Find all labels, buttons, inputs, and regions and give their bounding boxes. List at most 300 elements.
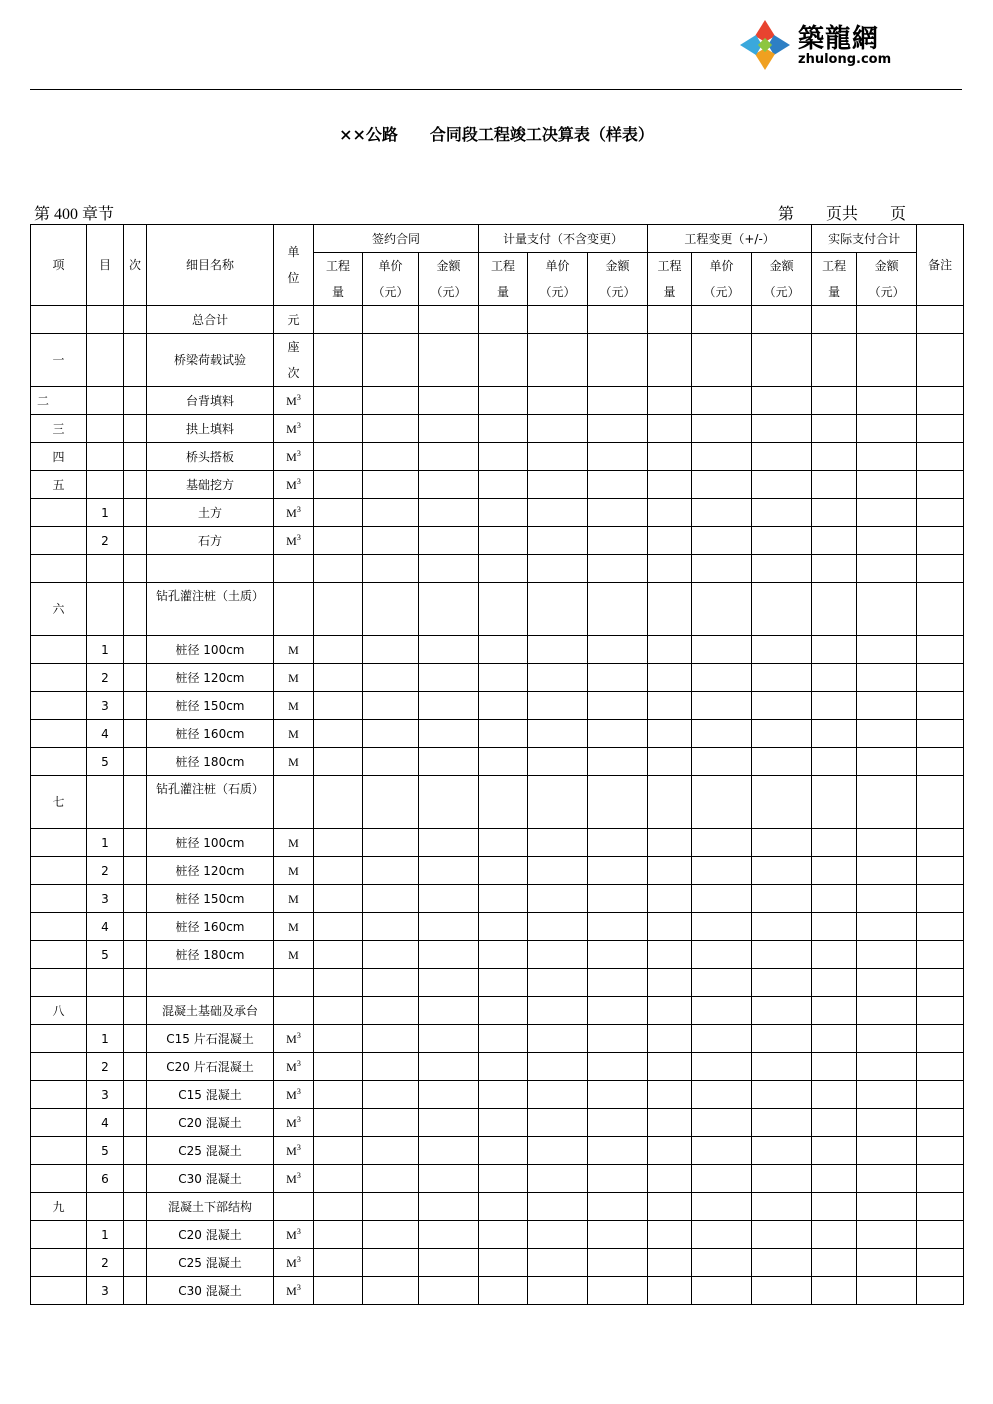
cell-value — [692, 1137, 752, 1165]
cell-value — [314, 636, 363, 664]
cell-value — [917, 1109, 964, 1137]
cell-mu — [87, 443, 124, 471]
header-group-contract: 签约合同 — [314, 225, 479, 253]
cell-value — [692, 334, 752, 387]
cell-value — [479, 997, 528, 1025]
cell-value — [479, 1137, 528, 1165]
header-ci: 次 — [124, 225, 147, 306]
cell-item-name: C15 片石混凝土 — [147, 1025, 274, 1053]
cell-value — [588, 1025, 648, 1053]
cell-value — [479, 1053, 528, 1081]
cell-value — [857, 415, 917, 443]
cell-value — [528, 1081, 588, 1109]
cell-mu: 1 — [87, 829, 124, 857]
cell-value — [812, 636, 857, 664]
table-row — [31, 306, 964, 334]
cell-value — [419, 636, 479, 664]
cell-value — [314, 499, 363, 527]
cell-value — [857, 636, 917, 664]
cell-item-name: C30 混凝土 — [147, 1165, 274, 1193]
cell-value — [588, 941, 648, 969]
subheader-amount — [419, 253, 479, 306]
cell-value — [419, 776, 479, 829]
cell-value — [917, 1081, 964, 1109]
table-row — [31, 913, 964, 941]
cell-value — [314, 583, 363, 636]
cell-xiang — [31, 829, 87, 857]
table-row — [31, 1221, 964, 1249]
cell-value — [419, 306, 479, 334]
cell-value — [857, 829, 917, 857]
table-row — [31, 692, 964, 720]
cell-value — [857, 1249, 917, 1277]
cell-mu — [87, 776, 124, 829]
cell-value — [857, 969, 917, 997]
cell-value — [479, 692, 528, 720]
cell-value — [419, 997, 479, 1025]
header-group-payment: 计量支付（不含变更） — [479, 225, 648, 253]
cell-value — [528, 748, 588, 776]
cell-unit — [274, 997, 314, 1025]
cell-ci — [124, 664, 147, 692]
cell-item-name: C25 混凝土 — [147, 1137, 274, 1165]
cell-value — [812, 1221, 857, 1249]
cell-value — [528, 1025, 588, 1053]
header-unit-line2: 位 — [287, 271, 300, 285]
subheader-qty-line1: 工程 — [657, 259, 682, 273]
cell-value — [752, 306, 812, 334]
cell-value — [479, 636, 528, 664]
cell-value — [363, 748, 419, 776]
cell-value — [479, 471, 528, 499]
cell-value — [314, 1081, 363, 1109]
cell-item-name: C25 混凝土 — [147, 1249, 274, 1277]
cell-item-name: 桩径 100cm — [147, 636, 274, 664]
cell-value — [528, 913, 588, 941]
cell-mu — [87, 997, 124, 1025]
cell-value — [479, 1249, 528, 1277]
cell-value — [363, 941, 419, 969]
cell-value — [419, 941, 479, 969]
subheader-amount — [857, 253, 917, 306]
cell-mu: 1 — [87, 636, 124, 664]
cell-value — [419, 1081, 479, 1109]
cell-value — [648, 1109, 692, 1137]
cell-value — [648, 415, 692, 443]
cell-value — [588, 471, 648, 499]
cell-value — [363, 499, 419, 527]
cell-value — [528, 692, 588, 720]
cell-value — [528, 636, 588, 664]
cell-value — [528, 1277, 588, 1305]
table-row — [31, 720, 964, 748]
cell-item-name — [147, 969, 274, 997]
cell-value — [479, 829, 528, 857]
cell-value — [812, 1277, 857, 1305]
cell-xiang — [31, 1109, 87, 1137]
cell-mu: 3 — [87, 1081, 124, 1109]
cell-item-name: 桩径 120cm — [147, 664, 274, 692]
cell-value — [917, 913, 964, 941]
cell-value — [857, 692, 917, 720]
cell-xiang: 三 — [31, 415, 87, 443]
subheader-price — [528, 253, 588, 306]
cell-value — [363, 720, 419, 748]
cell-unit: $M^3$ — [274, 1081, 314, 1109]
cell-unit — [274, 583, 314, 636]
cell-value — [648, 776, 692, 829]
cell-value — [479, 664, 528, 692]
cell-value — [314, 913, 363, 941]
subheader-price-line2: （元） — [539, 285, 576, 299]
cell-value — [692, 997, 752, 1025]
cell-value — [419, 829, 479, 857]
cell-value — [692, 583, 752, 636]
cell-value — [419, 1221, 479, 1249]
cell-value — [314, 664, 363, 692]
cell-unit: $M^3$ — [274, 1249, 314, 1277]
cell-item-name: 桩径 180cm — [147, 941, 274, 969]
cell-ci — [124, 1277, 147, 1305]
cell-value — [314, 527, 363, 555]
subheader-qty-line1: 工程 — [822, 259, 847, 273]
cell-xiang — [31, 499, 87, 527]
cell-xiang — [31, 1165, 87, 1193]
cell-value — [648, 499, 692, 527]
cell-value — [917, 664, 964, 692]
cell-value — [648, 583, 692, 636]
cell-value — [588, 583, 648, 636]
cell-unit: $M^3$ — [274, 1053, 314, 1081]
cell-value — [314, 829, 363, 857]
table-row — [31, 885, 964, 913]
cell-value — [363, 1137, 419, 1165]
cell-value — [528, 941, 588, 969]
cell-xiang: 五 — [31, 471, 87, 499]
cell-value — [588, 1081, 648, 1109]
cell-value — [479, 1025, 528, 1053]
table-row — [31, 1053, 964, 1081]
cell-value — [692, 527, 752, 555]
cell-value — [917, 1137, 964, 1165]
cell-value — [812, 471, 857, 499]
cell-value — [479, 555, 528, 583]
cell-unit: $M^3$ — [274, 1165, 314, 1193]
cell-value — [812, 555, 857, 583]
cell-value — [363, 443, 419, 471]
cell-value — [314, 1025, 363, 1053]
subheader-price-line1: 单价 — [709, 259, 734, 273]
table-row — [31, 415, 964, 443]
table-row — [31, 1025, 964, 1053]
cell-value — [363, 913, 419, 941]
cell-value — [314, 1053, 363, 1081]
cell-value — [692, 1053, 752, 1081]
cell-ci — [124, 555, 147, 583]
cell-value — [917, 334, 964, 387]
cell-value — [528, 720, 588, 748]
table-row — [31, 499, 964, 527]
cell-value — [479, 387, 528, 415]
cell-value — [857, 748, 917, 776]
header-rule — [30, 89, 962, 90]
subheader-price — [363, 253, 419, 306]
cell-value — [479, 443, 528, 471]
cell-mu: 1 — [87, 1025, 124, 1053]
cell-value — [528, 1165, 588, 1193]
cell-value — [314, 334, 363, 387]
cell-value — [812, 748, 857, 776]
cell-ci — [124, 857, 147, 885]
cell-value — [752, 334, 812, 387]
cell-value — [648, 334, 692, 387]
cell-value — [648, 748, 692, 776]
cell-value — [479, 913, 528, 941]
cell-value — [479, 748, 528, 776]
cell-unit — [274, 1193, 314, 1221]
cell-value — [648, 471, 692, 499]
cell-value — [917, 857, 964, 885]
cell-xiang: 八 — [31, 997, 87, 1025]
table-row — [31, 387, 964, 415]
cell-ci — [124, 1109, 147, 1137]
cell-value — [917, 415, 964, 443]
cell-value — [479, 1109, 528, 1137]
subheader-amount-line2: （元） — [763, 285, 800, 299]
cell-value — [812, 776, 857, 829]
cell-value — [588, 555, 648, 583]
subheader-amount-line2: （元） — [599, 285, 636, 299]
cell-value — [692, 1025, 752, 1053]
cell-xiang: 六 — [31, 583, 87, 636]
cell-value — [917, 1249, 964, 1277]
cell-unit — [274, 555, 314, 583]
cell-value — [812, 829, 857, 857]
cell-value — [917, 829, 964, 857]
cell-value — [588, 1277, 648, 1305]
cell-value — [419, 555, 479, 583]
cell-value — [752, 748, 812, 776]
cell-value — [363, 997, 419, 1025]
cell-mu: 3 — [87, 885, 124, 913]
cell-value — [588, 969, 648, 997]
cell-mu: 4 — [87, 913, 124, 941]
cell-mu: 2 — [87, 664, 124, 692]
cell-item-name: 桩径 120cm — [147, 857, 274, 885]
cell-value — [857, 499, 917, 527]
cell-value — [692, 857, 752, 885]
cell-item-name: C20 片石混凝土 — [147, 1053, 274, 1081]
cell-value — [314, 941, 363, 969]
cell-value — [363, 1081, 419, 1109]
cell-xiang — [31, 941, 87, 969]
cell-value — [692, 941, 752, 969]
cell-xiang — [31, 1249, 87, 1277]
header-unit — [274, 225, 314, 306]
cell-value — [692, 692, 752, 720]
table-row — [31, 583, 964, 636]
cell-value — [812, 1137, 857, 1165]
cell-value — [857, 1053, 917, 1081]
cell-value — [479, 941, 528, 969]
cell-item-name: 混凝土基础及承台 — [147, 997, 274, 1025]
cell-value — [363, 387, 419, 415]
cell-value — [419, 1277, 479, 1305]
cell-value — [648, 306, 692, 334]
cell-value — [528, 969, 588, 997]
cell-unit: M — [274, 748, 314, 776]
cell-value — [479, 306, 528, 334]
cell-ci — [124, 334, 147, 387]
cell-value — [917, 636, 964, 664]
cell-value — [314, 1249, 363, 1277]
cell-value — [419, 857, 479, 885]
cell-value — [419, 443, 479, 471]
cell-value — [479, 415, 528, 443]
cell-ci — [124, 471, 147, 499]
cell-value — [917, 692, 964, 720]
cell-value — [692, 415, 752, 443]
cell-value — [752, 1137, 812, 1165]
cell-xiang: 七 — [31, 776, 87, 829]
cell-xiang: 四 — [31, 443, 87, 471]
table-row — [31, 857, 964, 885]
cell-xiang — [31, 306, 87, 334]
header-remark: 备注 — [917, 225, 964, 306]
cell-item-name — [147, 555, 274, 583]
cell-ci — [124, 1053, 147, 1081]
cell-value — [363, 334, 419, 387]
cell-value — [314, 969, 363, 997]
cell-value — [917, 748, 964, 776]
cell-ci — [124, 1137, 147, 1165]
cell-value — [363, 664, 419, 692]
cell-ci — [124, 748, 147, 776]
cell-value — [752, 636, 812, 664]
cell-value — [857, 941, 917, 969]
cell-mu: 4 — [87, 720, 124, 748]
cell-value — [419, 1053, 479, 1081]
cell-value — [314, 471, 363, 499]
cell-value — [419, 720, 479, 748]
cell-value — [752, 969, 812, 997]
cell-value — [648, 527, 692, 555]
cell-value — [588, 387, 648, 415]
cell-value — [648, 555, 692, 583]
cell-value — [528, 1249, 588, 1277]
cell-value — [363, 1193, 419, 1221]
cell-value — [812, 387, 857, 415]
cell-value — [857, 664, 917, 692]
cell-value — [648, 857, 692, 885]
cell-mu — [87, 334, 124, 387]
table-row — [31, 1277, 964, 1305]
cell-item-name: C15 混凝土 — [147, 1081, 274, 1109]
cell-value — [648, 1053, 692, 1081]
cell-mu: 5 — [87, 748, 124, 776]
cell-value — [528, 443, 588, 471]
cell-value — [692, 306, 752, 334]
cell-value — [479, 1081, 528, 1109]
cell-value — [752, 471, 812, 499]
cell-value — [479, 857, 528, 885]
table-row — [31, 527, 964, 555]
cell-unit: M — [274, 885, 314, 913]
cell-ci — [124, 829, 147, 857]
cell-unit: $M^3$ — [274, 499, 314, 527]
cell-unit: M — [274, 720, 314, 748]
cell-value — [419, 913, 479, 941]
cell-value — [479, 720, 528, 748]
cell-value — [588, 857, 648, 885]
cell-value — [917, 1277, 964, 1305]
cell-value — [314, 748, 363, 776]
cell-value — [857, 443, 917, 471]
cell-xiang — [31, 1137, 87, 1165]
cell-value — [692, 1221, 752, 1249]
cell-value — [588, 664, 648, 692]
cell-value — [857, 1081, 917, 1109]
cell-value — [419, 885, 479, 913]
cell-item-name: 混凝土下部结构 — [147, 1193, 274, 1221]
cell-value — [917, 555, 964, 583]
cell-value — [528, 1053, 588, 1081]
cell-ci — [124, 306, 147, 334]
cell-unit: 元 — [274, 306, 314, 334]
cell-value — [528, 664, 588, 692]
cell-value — [588, 443, 648, 471]
cell-xiang — [31, 664, 87, 692]
cell-value — [917, 1221, 964, 1249]
cell-value — [752, 443, 812, 471]
table-row — [31, 1109, 964, 1137]
cell-value — [419, 1109, 479, 1137]
cell-value — [363, 969, 419, 997]
cell-value — [752, 913, 812, 941]
cell-value — [917, 885, 964, 913]
cell-unit: $M^3$ — [274, 1277, 314, 1305]
cell-value — [648, 1249, 692, 1277]
cell-value — [917, 941, 964, 969]
cell-value — [528, 499, 588, 527]
cell-value — [692, 1277, 752, 1305]
cell-value — [419, 664, 479, 692]
cell-value — [692, 499, 752, 527]
cell-mu — [87, 555, 124, 583]
cell-value — [588, 1221, 648, 1249]
cell-unit — [274, 776, 314, 829]
cell-item-name: C30 混凝土 — [147, 1277, 274, 1305]
cell-value — [692, 1193, 752, 1221]
cell-unit: M — [274, 829, 314, 857]
cell-value — [812, 1165, 857, 1193]
cell-value — [857, 1221, 917, 1249]
cell-value — [857, 306, 917, 334]
cell-xiang — [31, 857, 87, 885]
cell-value — [692, 471, 752, 499]
cell-value — [857, 1277, 917, 1305]
cell-value — [692, 885, 752, 913]
cell-value — [648, 1221, 692, 1249]
cell-value — [917, 1165, 964, 1193]
cell-value — [528, 857, 588, 885]
cell-xiang: 一 — [31, 334, 87, 387]
cell-ci — [124, 969, 147, 997]
cell-value — [479, 1221, 528, 1249]
cell-mu: 2 — [87, 1053, 124, 1081]
cell-value — [479, 1277, 528, 1305]
cell-mu: 1 — [87, 499, 124, 527]
